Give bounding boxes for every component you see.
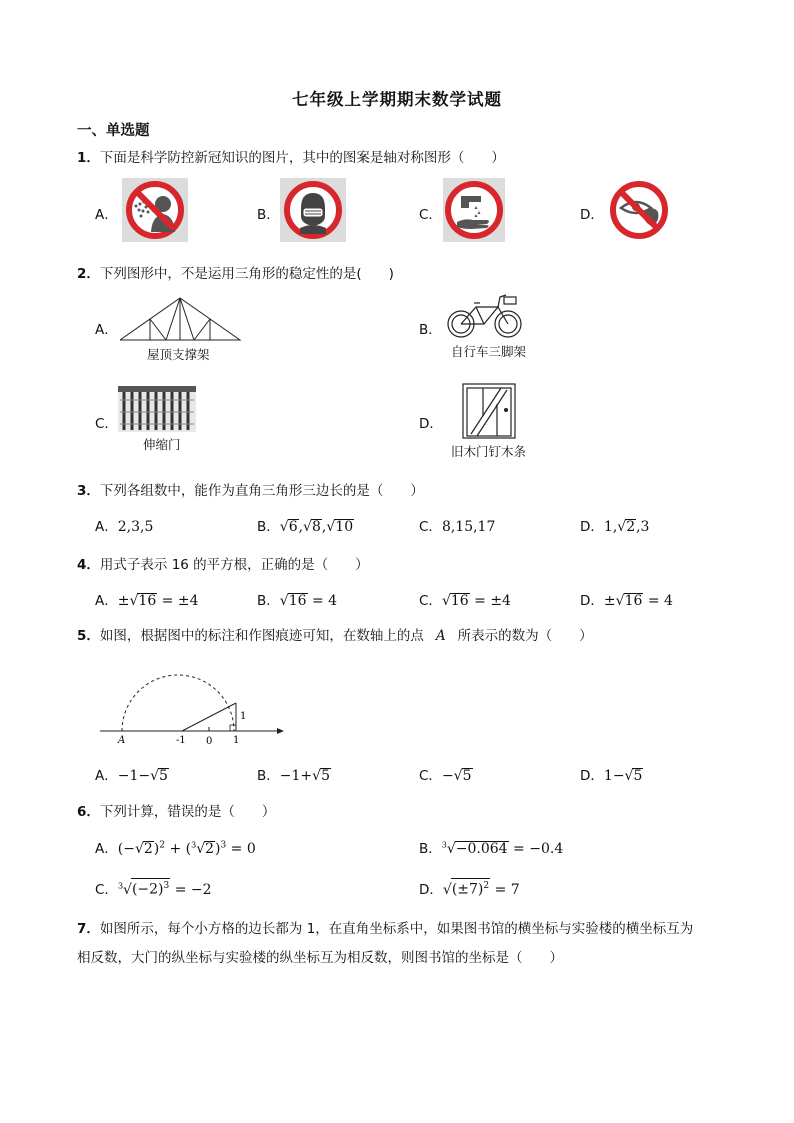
q5-option-c: C．−√5 [419, 768, 472, 784]
fig-tick-minus-one: -1 [176, 735, 186, 746]
hand-washing-icon [443, 178, 505, 242]
roof-truss-figure [118, 296, 242, 344]
q2-option-b-label: B． [419, 322, 442, 338]
question-text: 下列各组数中，能作为直角三角形三边长的是（ ） [99, 483, 424, 499]
q2-option-b-caption: 自行车三脚架 [451, 344, 527, 359]
question-number: 6． [77, 804, 100, 820]
q1-option-a-label: A． [95, 207, 118, 223]
q1-option-c-label: C． [419, 207, 442, 223]
q5-option-b: B．−1+√5 [257, 768, 330, 784]
q2-option-d-caption: 旧木门钉木条 [451, 444, 527, 459]
question-text: 下列计算，错误的是（ ） [99, 804, 276, 820]
question-text-line-1: 如图所示，每个小方格的边长都为 1，在直角坐标系中，如果图书馆的横坐标与实验楼的横坐标互为 [99, 921, 694, 937]
q2-option-a-caption: 屋顶支撑架 [147, 347, 210, 362]
question-3 [77, 479, 424, 499]
mask-face-icon [280, 178, 346, 242]
question-number: 2． [77, 266, 100, 282]
question-4 [77, 553, 369, 573]
fig-tick-zero: 0 [206, 736, 213, 747]
q6-option-b: B．$^3$√−0.064 = −0.4 [419, 840, 564, 857]
bicycle-figure [446, 291, 524, 341]
question-7 [77, 917, 693, 937]
q6-option-c: C．$^3√(-2)^3 = -2$ [95, 878, 212, 898]
page-title: 七年级上学期期末数学试题 [292, 90, 502, 109]
question-number: 1． [77, 150, 100, 166]
number-line-figure [98, 655, 288, 747]
question-text: 如图，根据图中的标注和作图痕迹可知，在数轴上的点 [99, 628, 424, 644]
question-text: 下面是科学防控新冠知识的图片，其中的图案是轴对称图形（ ） [99, 150, 505, 166]
wooden-door-figure [461, 382, 517, 440]
no-spray-icon [122, 178, 188, 242]
q4-option-c: C．√16 = ±4 [419, 593, 511, 609]
retractable-gate-figure [118, 386, 196, 432]
q2-option-c-label: C． [95, 416, 118, 432]
q4-option-b: B．√16 = 4 [257, 593, 338, 609]
q4-option-a: A．±√16 = ±4 [95, 593, 199, 609]
question-2 [77, 262, 394, 282]
q2-option-d-label: D． [419, 416, 443, 432]
question-6 [77, 800, 275, 820]
question-number: 5． [77, 628, 100, 644]
question-1 [77, 146, 505, 166]
q3-option-a: A．2,3,5 [95, 519, 154, 535]
q4-option-d: D．±√16 = 4 [580, 593, 673, 609]
q3-option-b: B．√6,√8,√10 [257, 519, 354, 535]
question-5: 5．如图，根据图中的标注和作图痕迹可知，在数轴上的点 A 所表示的数为（ ） [77, 628, 593, 644]
point-a-label: A [435, 628, 446, 644]
q1-option-b-label: B． [257, 207, 280, 223]
q1-option-d-label: D． [580, 207, 604, 223]
fig-height-label: 1 [240, 711, 247, 722]
section-heading: 一、单选题 [77, 123, 150, 139]
q2-option-c-caption: 伸缩门 [143, 437, 181, 452]
question-7-line-2: 相反数，大门的纵坐标与实验楼的纵坐标互为相反数，则图书馆的坐标是（ ） [77, 950, 563, 966]
q2-option-a-label: A． [95, 322, 118, 338]
q6-option-d: D．$√(\pm 7)^2 = 7$ [419, 878, 520, 898]
q6-option-a: A．$(-√2)^2 + (^3√2)^3 = 0$ [95, 840, 256, 857]
question-text: 下列图形中，不是运用三角形的稳定性的是( ) [99, 266, 394, 282]
question-text: 用式子表示 16 的平方根，正确的是（ ） [99, 557, 369, 573]
q5-option-d: D．1−√5 [580, 768, 643, 784]
fig-point-a: A [118, 735, 126, 746]
question-number: 3． [77, 483, 100, 499]
q3-option-c: C．8,15,17 [419, 519, 496, 535]
question-number: 7． [77, 921, 100, 937]
fig-tick-one: 1 [233, 735, 240, 746]
q3-option-d: D．1,√2,3 [580, 519, 650, 535]
question-number: 4． [77, 557, 100, 573]
no-eye-touch-icon [606, 178, 672, 242]
q5-option-a: A．−1−√5 [95, 768, 168, 784]
